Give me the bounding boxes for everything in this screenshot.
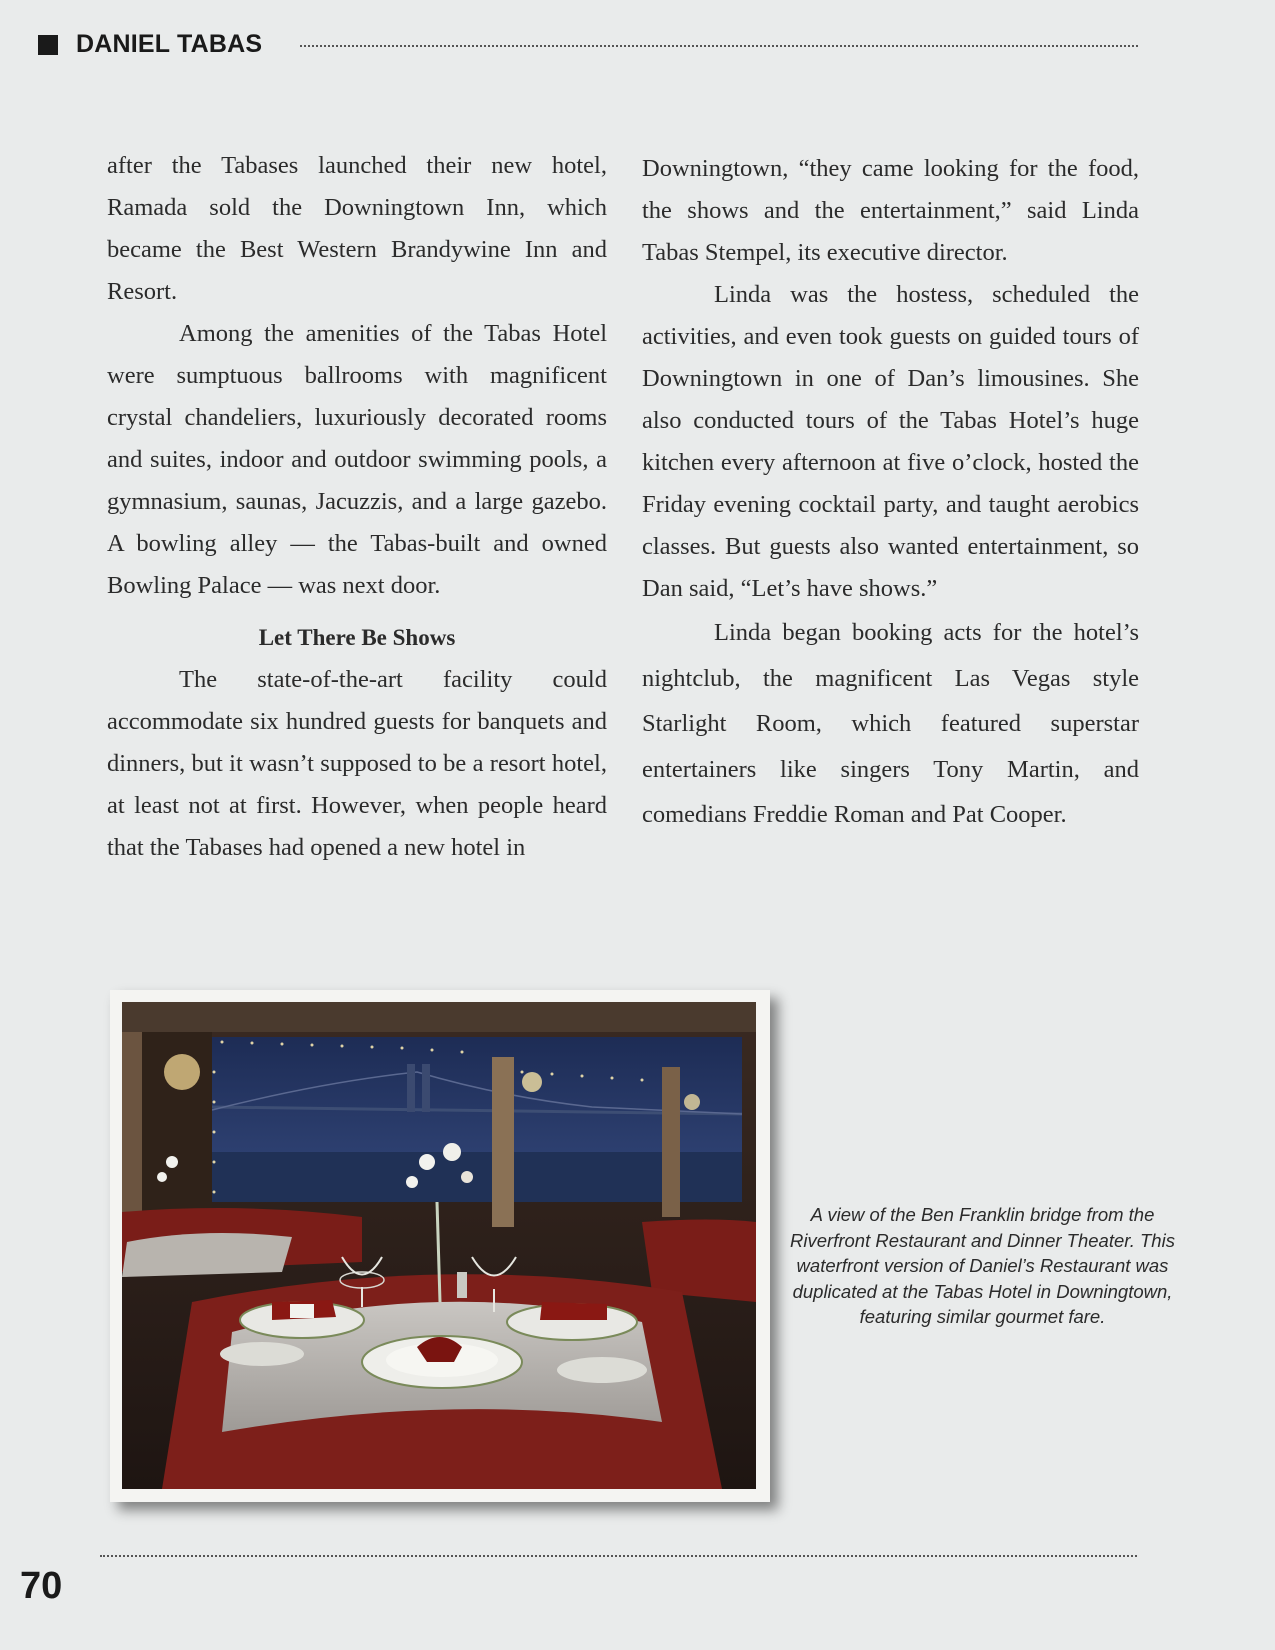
right-paragraph-3: Linda began booking acts for the hotel’s nightclub, the magnificent Las Vegas style Starlight Room, which featured superstar entertainers like singers Tony Martin, and comedians Freddie Roman and Pat Cooper. bbox=[642, 619, 1139, 828]
page-number: 70 bbox=[20, 1565, 63, 1607]
right-paragraph-2: Linda was the hostess, scheduled the activities, and even took guests on guided tours of Downingtown in one of Dan’s limousines. She also conducted tours of the Tabas Hotel’s huge kitchen every afternoon at five o’clock, hosted the Friday evening cocktail party, and taught aerobics classes. But guests also wanted entertainment, so Dan said, “Let’s have shows.” bbox=[642, 281, 1139, 602]
footer-dotted-rule bbox=[100, 1555, 1137, 1557]
restaurant-photo bbox=[122, 1002, 756, 1489]
header-dotted-rule bbox=[300, 45, 1138, 47]
left-paragraph-1: after the Tabases launched their new hotel, Ramada sold the Downingtown Inn, which became the Best Western Brandywine Inn and Resort. bbox=[107, 152, 607, 305]
running-header-title: DANIEL TABAS bbox=[76, 30, 263, 58]
right-paragraph-1: Downingtown, “they came looking for the food, the shows and the entertainment,” said Linda Tabas Stempel, its executive director. bbox=[642, 155, 1139, 266]
running-header bbox=[38, 30, 1138, 64]
left-paragraph-2: Among the amenities of the Tabas Hotel were sumptuous ballrooms with magnificent crystal chandeliers, luxuriously decorated rooms and suites, indoor and outdoor swimming pools, a gymnasium, saunas, Jacuzzis, and a large gazebo. A bowling alley — the Tabas-built and owned Bowling Palace — was next door. bbox=[107, 320, 607, 599]
header-square-icon bbox=[38, 35, 58, 55]
right-text-column bbox=[642, 148, 1139, 838]
restaurant-photo-illustration bbox=[122, 1002, 756, 1489]
photo-frame bbox=[110, 990, 770, 1502]
left-paragraph-3: The state-of-the-art facility could accommodate six hundred guests for banquets and dinners, but it wasn’t supposed to be a resort hotel, at least not at first. However, when people heard that the Tabases had opened a new hotel in bbox=[107, 666, 607, 861]
photo-caption: A view of the Ben Franklin bridge from the Riverfront Restaurant and Dinner Theater. This waterfront version of Daniel’s Restaurant was duplicated at the Tabas Hotel in Downingtown, featuring similar gourmet fare. bbox=[790, 1204, 1175, 1327]
left-text-column bbox=[107, 145, 607, 869]
section-subheading: Let There Be Shows bbox=[258, 625, 456, 650]
